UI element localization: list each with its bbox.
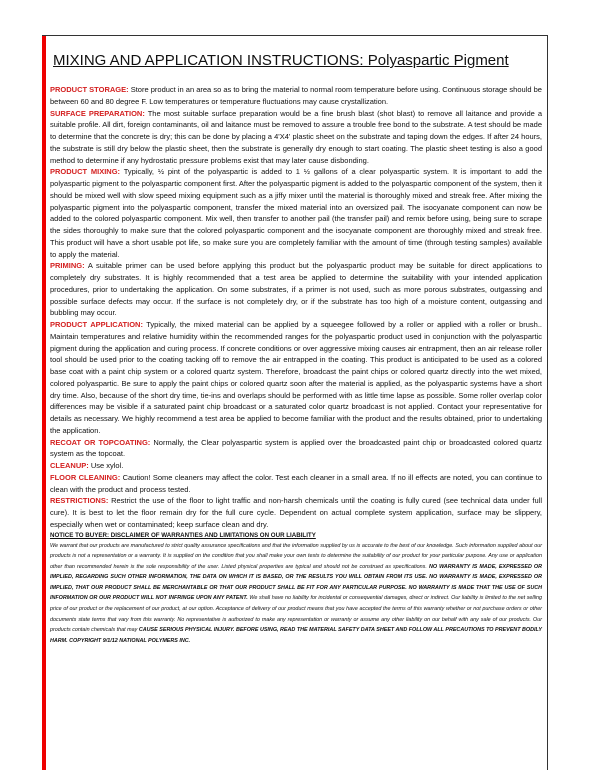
section-product-storage [50, 84, 542, 108]
disclaimer-safety-bold: CAUSE SERIOUS PHYSICAL INJURY. BEFORE USING, READ THE MATERIAL SAFETY DATA SHEET AND FOLLOW ALL PRECAUTIONS TO PREVENT BODILY HARM. COPYRIGHT 9/1/12 NATIONAL POLYMERS INC. [50, 627, 542, 644]
section-heading: PRODUCT MIXING: [50, 167, 121, 177]
page-title: MIXING AND APPLICATION INSTRUCTIONS: Polyaspartic Pigment [53, 52, 509, 69]
section-text: A suitable primer can be used before applying this product but the polyaspartic product may be suitable for direct applications to completely dry substrates. It is highly recommended that a test area be applied to determine the suitability with your intended application procedures, prior to undertaking the application. On some substrates, if a primer is not used, such as more porous substrates, outgassing and possible surface defects may occur. If the surface is not completely dry, or if the substrate has too high of a moisture content, outgassing and bubbling may occur. [50, 261, 543, 318]
section-heading: PRODUCT STORAGE: [50, 85, 129, 94]
section-text: Restrict the use of the floor to light traffic and non-harsh chemicals until the coating is fully cured (see technical data under full cure). It is best to let the floor remain dry for the full cure cycle. Dependent on actual complete system application, surface may be slippery, especially when wet or contaminated; keep surface clean and dry. [50, 496, 542, 529]
section-heading: CLEANUP: [50, 461, 89, 470]
section-surface-preparation [50, 108, 542, 167]
section-heading: FLOOR CLEANING: [50, 472, 121, 482]
section-text: Typically, ½ pint of the polyaspartic is added to 1 ½ gallons of a clear polyaspartic system. It is important to add the polyaspartic pigment to the polyaspartic component first. After the polyaspartic pigment is added to the polyaspartic component of the system, then it should be mixed well with slow speed mixing equipment such as a jiffy mixer until the material is thoroughly mixed and streak free. After mixing the polyaspartic pigment into the polyaspartic component, transfer the mixed material into an oversized pail. The isocyanate component can now be added to the colored polyaspartic component. Mix well, then transfer to another pail (the transfer pail) and remix before using, being sure to scrape the sides thoroughly to make sure that the colored polyaspartic component and the isocyanate component are thoroughly mixed and streak free. This product will have a short usable pot life, so make sure you are completely familiar with the amount of time (through testing samples) available to apply the material. [50, 167, 542, 259]
document-body [50, 52, 542, 646]
section-text: The most suitable surface preparation would be a fine brush blast (shot blast) to remove all laitance and provide a suitable profile. All dirt, foreign contaminants, oil and laitance must be removed to assure a trouble free bond to the substrate. A test should be made to determine that the concrete is dry; this can be done by placing a 4'X4' plastic sheet on the substrate and taping down the edges. If after 24 hours, the substrate is still dry below the plastic sheet, then the substrate is generally dry enough to start coating. The plastic sheet testing is also a good method to determine if any hydrostatic pressure problems exist that may later cause disbonding. [50, 108, 542, 165]
section-product-mixing [50, 166, 542, 260]
section-restrictions [50, 495, 542, 530]
disclaimer-text [50, 541, 542, 647]
section-floor-cleaning [50, 472, 542, 496]
disclaimer-warranty-bold: NO WARRANTY IS MADE, EXPRESSED OR IMPLIED, REGARDING SUCH OTHER INFORMATION, THE DATA ON WHICH IT IS BASED, OR THE RESULTS YOU WILL OBTAIN FROM ITS USE. NO WARRANTY IS MADE, EXPRESSED OR IMPLIED, THAT OUR PRODUCT SHALL BE MERCHANTABLE OR THAT OUR PRODUCT SHALL BE FIT FOR ANY PARTICULAR PURPOSE. NO WARRANTY IS MADE THAT THE USE OF SUCH INFORMATION OR OUR PRODUCT WILL NOT INFRINGE UPON ANY PATENT. [50, 563, 543, 602]
section-heading: RECOAT OR TOPCOATING: [50, 437, 151, 447]
section-text: Store product in an area so as to bring the material to normal room temperature before using. Continuous storage should be between 60 and 80 degree F. Low temperatures or temperature fluctuations may cause crystallization. [50, 85, 542, 106]
section-heading: SURFACE PREPARATION: [50, 108, 145, 118]
red-margin-bar [42, 35, 46, 770]
section-text: Normally, the Clear polyaspartic system is applied over the broadcasted paint chip or broadcasted colored quartz system as the topcoat. [50, 437, 542, 459]
top-border-line [42, 35, 548, 36]
section-text: Typically, the mixed material can be applied by a squeegee followed by a roller or applied with a roller or brush.. Maintain temperatures and relative humidity within the recommended ranges for the polyaspartic product used in conjunction with the polyaspartic pigment during the application and curing process. If concrete conditions or over aggressive mixing causes air entrapment, then an air release roller tool should be used prior to the coating tacking off to remove the air entrapped in the coating. This product is anticipated to be used as a colored base coat with a paint chip system or a colored quartz system. Therefore, broadcast the paint chips or colored quartz directly into the wet mixed, colored polyaspartic. Be sure to apply the paint chips or colored quartz soon after the material is applied, as the polyaspartic systems have a short dry time. Also, because of the short dry time, tie-ins and overlaps should be performed with as little time lapse as possible. Some roller overlap color differences may be visible if a saturated paint chip broadcast or a saturated color quartz broadcast is not applied. Contact your representative for details as necessary. We highly recommend a test area be applied to become familiar with the product and the results obtained, prior to undertaking the application. [50, 320, 542, 435]
section-text: Caution! Some cleaners may affect the color. Test each cleaner in a small area. If no ill effects are noted, you can continue to clean with the product and process tested. [50, 472, 542, 494]
right-border-line [547, 35, 548, 770]
section-text: Use xylol. [90, 461, 124, 470]
notice-heading: NOTICE TO BUYER: DISCLAIMER OF WARRANTIES AND LIMITATIONS ON OUR LIABILITY [50, 531, 316, 539]
disclaimer-part-1: We warrant that our products are manufactured to strict quality assurance specifications and that the information supplied by us is accurate to the best of our knowledge. Such information supplied about our products is not a representation or a warranty. It is supplied on the condition that you shall make your own tests to determine the suitability of our product for your particular purpose. Any use or application other than recommended herein is the sole responsibility of the user. Listed physical properties are typical and should not be construed as specifications. [50, 542, 542, 570]
disclaimer-part-2: We shall have no liability for incidental or consequential damages, direct or indirect. Our liability is limited to the net selling price of our product or the replacement of our product, at our option. Acceptance of delivery of our product means that you have accepted the terms of this warranty whether or not purchase orders or other documents state terms that vary from this warranty. No representative is authorized to make any representation or warranty or assume any other liability on our behalf with any sale of our products. Our products contain chemicals that may [50, 595, 542, 634]
section-heading: PRIMING: [50, 261, 85, 271]
section-product-application [50, 319, 542, 437]
section-cleanup [50, 460, 542, 472]
section-heading: RESTRICTIONS: [50, 496, 109, 506]
section-priming [50, 260, 542, 319]
section-recoat-topcoating [50, 437, 542, 461]
section-heading: PRODUCT APPLICATION: [50, 320, 143, 329]
